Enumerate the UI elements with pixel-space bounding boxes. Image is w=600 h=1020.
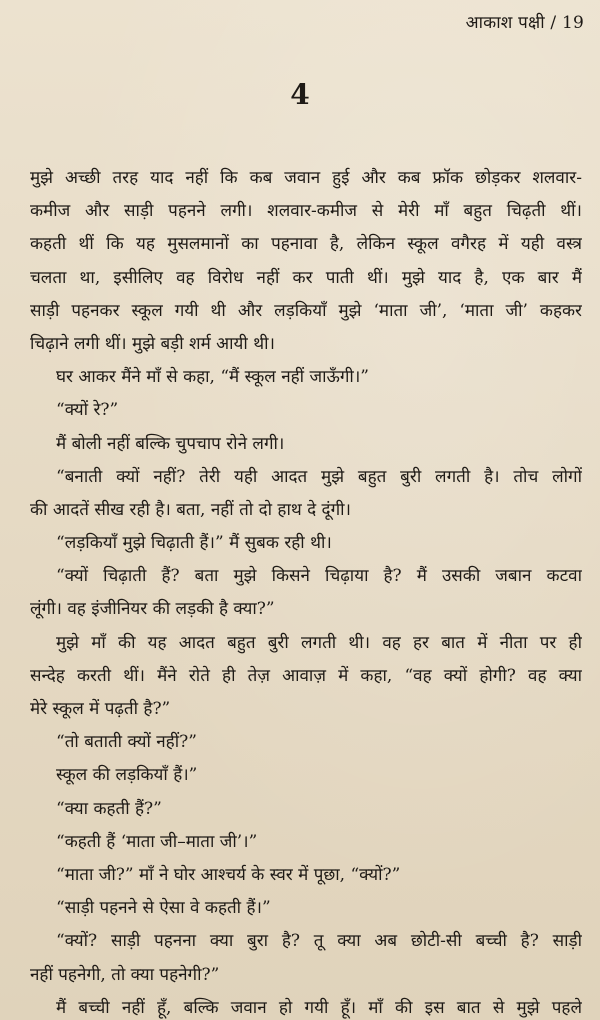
text-line: मैं बच्ची नहीं हूँ, बल्कि जवान हो गयी हूँ। माँ की इस बात से मुझे पहले	[56, 997, 582, 1018]
text-line: “तो बताती क्यों नहीं?”	[56, 732, 197, 753]
text-line: “साड़ी पहनने से ऐसा वे कहती हैं।”	[56, 898, 271, 919]
text-line: मुझे माँ की यह आदत बहुत बुरी लगती थी। वह हर बात में नीता पर ही	[56, 632, 582, 653]
text-line: स्कूल की लड़कियाँ हैं।”	[56, 765, 198, 786]
body-text	[30, 162, 582, 1020]
text-line: मुझे अच्छी तरह याद नहीं कि कब जवान हुई और कब फ्रॉक छोड़कर शलवार-	[30, 168, 582, 188]
text-line: “कहती हैं ‘माता जी–माता जी’।”	[56, 831, 258, 852]
text-line: लूंगी। वह इंजीनियर की लड़की है क्या?”	[30, 599, 275, 620]
text-line: घर आकर मैंने माँ से कहा, “मैं स्कूल नहीं जाऊँगी।”	[56, 367, 369, 388]
text-line: साड़ी पहनकर स्कूल गयी थी और लड़कियाँ मुझे ‘माता जी’, ‘माता जी’ कहकर	[30, 300, 582, 321]
text-line: “क्यों रे?”	[56, 400, 119, 421]
text-line: नहीं पहनेगी, तो क्या पहनेगी?”	[30, 964, 220, 985]
text-line: की आदतें सीख रही है। बता, नहीं तो दो हाथ दे दूंगी।	[30, 499, 352, 520]
text-line: मेरे स्कूल में पढ़ती है?”	[30, 699, 171, 719]
text-line: “क्या कहती हैं?”	[56, 798, 162, 819]
text-line: चिढ़ाने लगी थीं। मुझे बड़ी शर्म आयी थी।	[30, 333, 275, 354]
text-line: मैं बोली नहीं बल्कि चुपचाप रोने लगी।	[56, 433, 285, 454]
chapter-number: 4	[290, 78, 310, 111]
text-line: “क्यों? साड़ी पहनना क्या बुरा है? तू क्या अब छोटी-सी बच्ची है? साड़ी	[56, 931, 582, 952]
text-line: कहती थीं कि यह मुसलमानों का पहनावा है, लेकिन स्कूल वगैरह में यही वस्त्र	[30, 234, 582, 255]
text-line: चलता था, इसीलिए वह विरोध नहीं कर पाती थीं। मुझे याद है, एक बार मैं	[30, 267, 582, 288]
text-line: “क्यों चिढ़ाती हैं? बता मुझे किसने चिढ़ाया है? मैं उसकी जबान कटवा	[56, 566, 582, 587]
text-line: “लड़कियाँ मुझे चिढ़ाती हैं।” मैं सुबक रही थी।	[56, 533, 332, 554]
text-line: कमीज और साड़ी पहनने लगी। शलवार-कमीज से मेरी माँ बहुत चिढ़ती थीं।	[30, 201, 582, 222]
text-line: सन्देह करती थीं। मैंने रोते ही तेज़ आवाज़ में कहा, “वह क्यों होगी? वह क्या	[30, 665, 582, 686]
running-head: आकाश पक्षी / 19	[465, 13, 584, 33]
text-line: “माता जी?” माँ ने घोर आश्चर्य के स्वर में पूछा, “क्यों?”	[56, 864, 401, 885]
text-line: “बनाती क्यों नहीं? तेरी यही आदत मुझे बहुत बुरी लगती है। तोच लोगों	[56, 466, 582, 487]
